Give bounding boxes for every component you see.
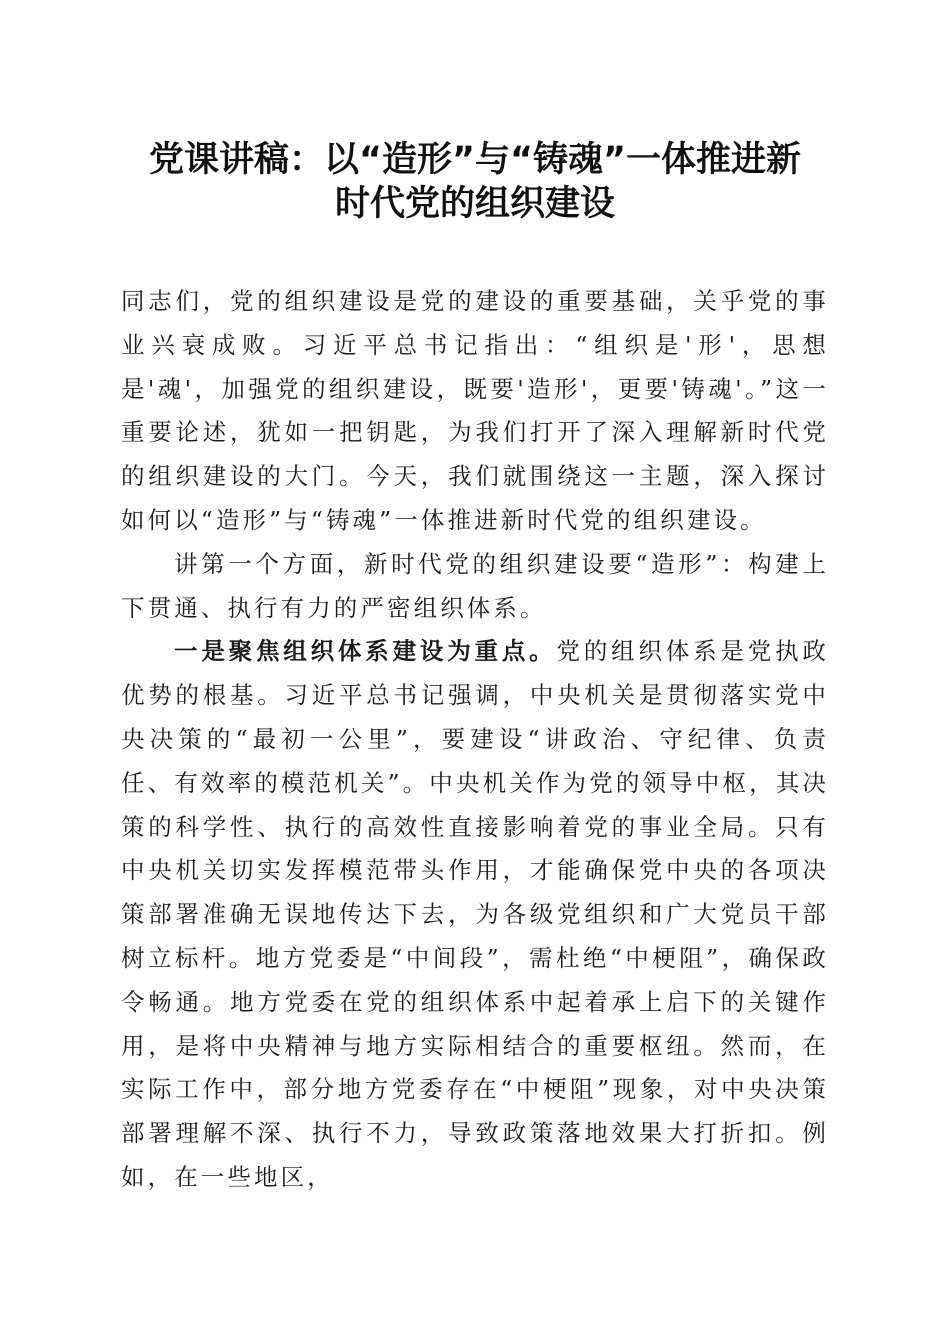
paragraph-text: 讲第一个方面，新时代党的组织建设要“造形”：构建上下贯通、执行有力的严密组织体系。 [121,549,829,622]
paragraph-lead: 一是聚焦组织体系建设为重点。 [174,637,557,666]
paragraph-opening [121,280,829,543]
paragraph-text: 党的组织体系是党执政优势的根基。习近平总书记强调，中央机关是贯彻落实党中央决策的“最初一公里”，要建设“讲政治、守纪律、负责任、有效率的模范机关”。中央机关作为党的领导中枢，其决策的科学性、执行的高效性直接影响着党的事业全局。只有中央机关切实发挥模范带头作用，才能确保党中央的各项决策部署准确无误地传达下去，为各级党组织和广大党员干部树立标杆。地方党委是“中间段”，需杜绝“中梗阻”，确保政令畅通。地方党委在党的组织体系中起着承上启下的关键作用，是将中央精神与地方实际相结合的重要枢纽。然而，在实际工作中，部分地方党委存在“中梗阻”现象，对中央决策部署理解不深、执行不力，导致政策落地效果大打折扣。例如，在一些地区， [121,637,829,1191]
document-body [121,280,829,1200]
paragraph-section-one [121,543,829,631]
title-line-2: 时代党的组织建设 [334,184,615,224]
title-line-1: 党课讲稿：以“造形”与“铸魂”一体推进新 [148,140,801,180]
paragraph-text: 同志们，党的组织建设是党的建设的重要基础，关乎党的事业兴衰成败。习近平总书记指出：“组织是'形'，思想是'魂'，加强党的组织建设，既要'造形'，更要'铸魂'。”这一重要论述，犹如一把钥匙，为我们打开了深入理解新时代党的组织建设的大门。今天，我们就围绕这一主题，深入探讨如何以“造形”与“铸魂”一体推进新时代党的组织建设。 [121,287,829,534]
paragraph-point-one [121,630,829,1199]
document-title [100,138,850,226]
